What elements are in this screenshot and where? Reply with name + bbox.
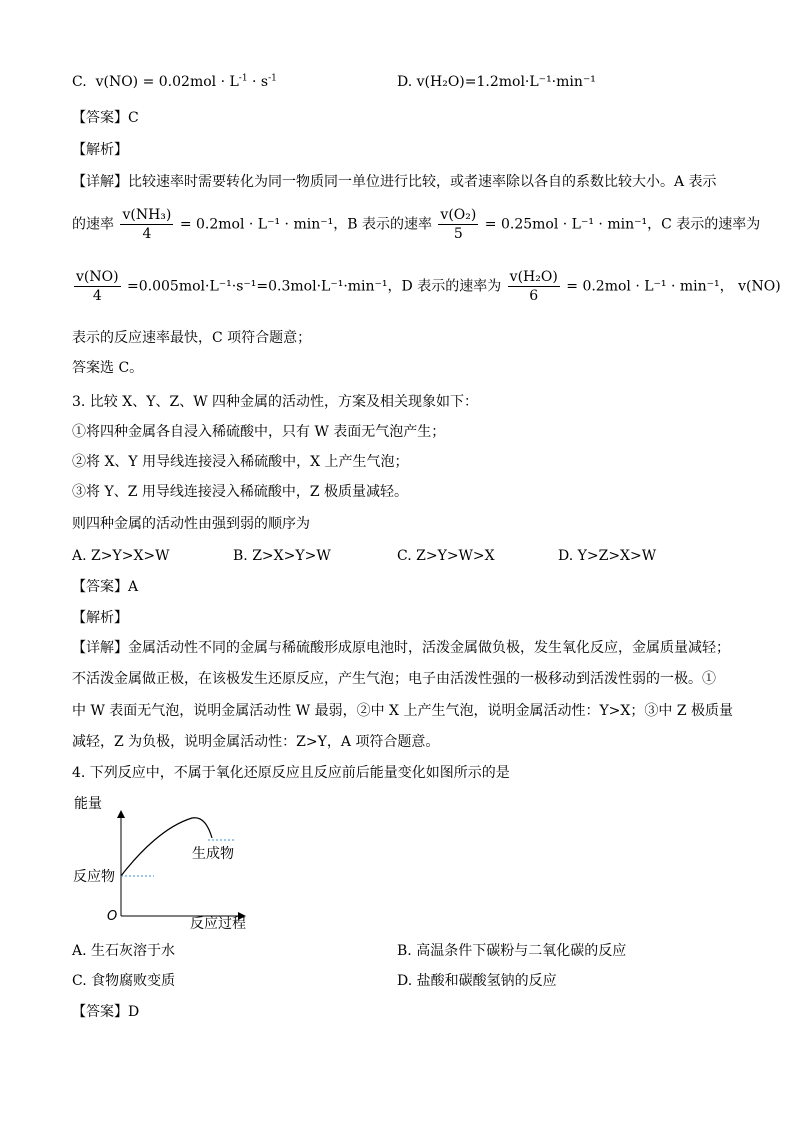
answer-tag: 【答案】 [72, 579, 128, 595]
q2-detail-line1 [72, 172, 717, 192]
answer-value: D [128, 1004, 140, 1020]
reactant-label: 反应物 [73, 869, 115, 885]
q3-analysis-tag: 【解析】 [72, 610, 128, 626]
fraction [74, 268, 121, 305]
q2-detail-line4: 表示的反应速率最快，C 项符合题意； [72, 330, 312, 346]
q3-option-b: B. Z>X>Y>W [233, 548, 331, 564]
numerator: v(NO) [76, 269, 119, 285]
q4-answer [72, 1002, 139, 1022]
q2-detail-line2 [72, 206, 760, 243]
q2-option-c: C. $v(NO) = 0.02mol \cdot L^{-1} \cdot s^{-1}$ [72, 73, 277, 90]
q4-option-b: B. 高温条件下碳粉与二氧化碳的反应 [397, 943, 627, 959]
answer-tag: 【答案】 [72, 1004, 128, 1020]
option-label: C. [72, 74, 87, 90]
numerator: v(O₂) [440, 207, 477, 223]
q4-option-c: C. 食物腐败变质 [72, 973, 176, 989]
energy-diagram [66, 788, 266, 934]
detail-tag: 【详解】 [72, 640, 128, 656]
denominator: 4 [92, 288, 102, 304]
q3-step-1: ①将四种金属各自浸入稀硫酸中，只有 W 表面无气泡产生； [72, 424, 446, 440]
numerator: v(NH₃) [122, 207, 172, 223]
q3-detail-line4: 减轻，Z 为负极，说明金属活动性：Z>Y，A 项符合题意。 [72, 734, 440, 750]
q2-analysis-tag: 【解析】 [72, 142, 128, 158]
q3-step-2: ②将 X、Y 用导线连接浸入稀硫酸中，X 上产生气泡； [72, 454, 409, 470]
detail-text: 金属活动性不同的金属与稀硫酸形成原电池时，活泼金属做负极，发生氧化反应，金属质量减轻； [128, 640, 730, 656]
q3-detail-line3: 中 W 表面无气泡，说明金属活动性 W 最弱，②中 X 上产生气泡，说明金属活动性：Y>X；③中 Z 极质量 [72, 703, 734, 719]
denominator: 4 [142, 226, 152, 242]
denominator: 5 [453, 226, 463, 242]
option-expr: v(NO) = 0.02mol · L [95, 74, 239, 90]
q3-option-d: D. Y>Z>X>W [558, 548, 657, 564]
q3-question: 则四种金属的活动性由强到弱的顺序为 [72, 516, 310, 532]
fraction [508, 268, 560, 305]
y-axis-label: 能量 [74, 796, 102, 812]
q3-detail-line2: 不活泼金属做正极，在该极发生还原反应，产生气泡；电子由活泼性强的一极移动到活泼性弱的一极。① [72, 671, 716, 687]
answer-tag: 【答案】 [72, 110, 128, 126]
option-units: · s [247, 74, 269, 90]
q2-answer [72, 108, 139, 128]
y-axis-arrow [117, 810, 125, 818]
product-label: 生成物 [192, 846, 234, 862]
q4-option-a: A. 生石灰溶于水 [72, 943, 176, 959]
fraction [120, 206, 173, 243]
q3-stem: 3. 比较 X、Y、Z、W 四种金属的活动性，方案及相关现象如下： [72, 394, 479, 410]
q3-answer [72, 577, 138, 597]
answer-value: A [128, 579, 139, 595]
q2-option-d: D. v(H₂O)=1.2mol·L⁻¹·min⁻¹ [397, 74, 596, 90]
q2-detail-line3 [72, 268, 781, 305]
q3-option-c: C. Z>Y>W>X [397, 548, 495, 564]
text: = 0.25mol · L⁻¹ · min⁻¹，C 表示的速率为 [484, 216, 761, 233]
answer-value: C [128, 110, 139, 126]
q3-option-a: A. Z>Y>X>W [72, 548, 170, 564]
q3-step-3: ③将 Y、Z 用导线连接浸入稀硫酸中，Z 极质量减轻。 [72, 484, 409, 500]
q4-stem: 4. 下列反应中，不属于氧化还原反应且反应前后能量变化如图所示的是 [72, 765, 510, 781]
x-axis-label: 反应过程 [190, 916, 246, 932]
origin-label: O [107, 909, 118, 924]
q4-option-d: D. 盐酸和碳酸氢钠的反应 [397, 973, 557, 989]
text: =0.005mol·L⁻¹·s⁻¹=0.3mol·L⁻¹·min⁻¹，D 表示的速率为 [127, 278, 502, 295]
fraction [438, 206, 478, 243]
denominator: 6 [529, 288, 539, 304]
text: = 0.2mol · L⁻¹ · min⁻¹，B 表示的速率 [179, 216, 432, 233]
detail-tag: 【详解】 [72, 174, 128, 190]
text: 的速率 [72, 216, 114, 233]
detail-text: 比较速率时需要转化为同一物质同一单位进行比较，或者速率除以各自的系数比较大小。A 表示 [128, 174, 717, 190]
q2-conclusion: 答案选 C。 [72, 360, 144, 376]
text: = 0.2mol · L⁻¹ · min⁻¹， v(NO) [566, 278, 781, 295]
q3-detail-line1 [72, 638, 730, 658]
numerator: v(H₂O) [509, 269, 558, 285]
